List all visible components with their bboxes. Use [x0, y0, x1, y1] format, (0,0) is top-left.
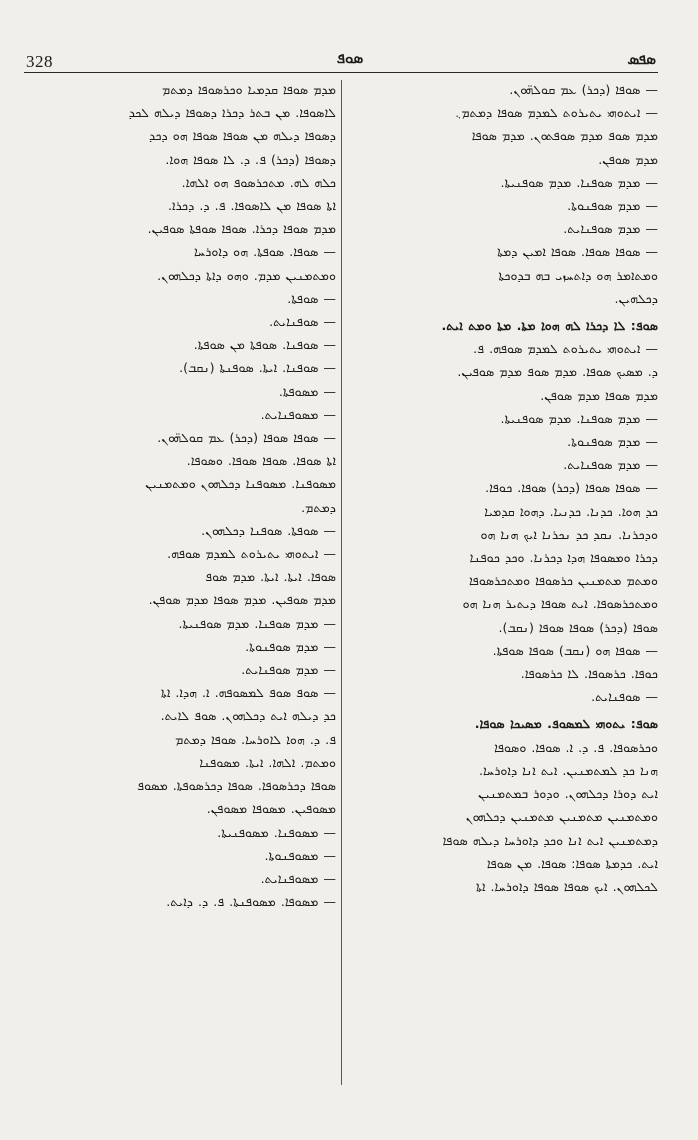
- entry-text-line: — ܡܕܡ ܣܘܦܢܐ. ܡܕܡ ܣܘܦܢܝܬܐ.: [500, 174, 658, 190]
- entry-text-line: ܡܕܡ ܣܘܦܢ.: [598, 151, 658, 167]
- entry-text-line: ܕܣܘܦܐ (ܕܟܪ) ܦ. ܕ. ܠܐ ܣܘܦܐ ܗܘܐ.: [165, 151, 336, 167]
- entry-text-line: — ܡܣܘܦܬܐ.: [278, 383, 336, 399]
- right-column: [346, 78, 658, 898]
- entry-text-line: — ܡܕܡ ܣܘܦܢܘܬܐ.: [245, 638, 336, 654]
- entry-text-line: — ܣܘܦܢܐܝܬ.: [591, 689, 658, 705]
- entry-text-line: ܟܘܦܐ. ܟܪܣܘܦܐ. ܠܐ ܟܪܣܘܦܐ.: [520, 666, 658, 682]
- running-head-center: ܣܘܦ: [336, 49, 364, 67]
- entry-text-line: ܐܬܐ ܣܘܦܐ. ܣܘܦܐ ܣܘܦܐ. ܘܣܘܦܐ.: [186, 453, 336, 469]
- entry-text-line: ܕܡܬܡ.: [301, 499, 336, 515]
- entry-text-line: ܐܬܐ ܣܘܦܐ ܡܢ ܠܐܣܘܦܐ. ܦ. ܕ. ܕܟܪܐ.: [168, 198, 336, 214]
- column-divider: [341, 80, 342, 1085]
- entry-text-line: — ܣܘܦܬܐ. ܣܘܦܢܐ ܕܟܠܗܘܢ.: [201, 522, 336, 538]
- entry-text-line: ܕܣܘܦܐ ܕܝܠܗ ܡܢ ܣܘܦܐ ܣܘܦܐ ܗܘ ܕܟܕ: [148, 128, 336, 144]
- entry-text-line: — ܣܘܦܐ (ܕܟܪ) ܥܡ ܩܘܠܗ̈ܘܢ.: [509, 82, 658, 97]
- entry-text-line: ܘܕܟܪܢܐ. ܢܩܕ ܟܕ ܢܟܪܢܐ ܐܝܟ ܗܢܐ ܗܘ: [480, 526, 658, 542]
- entry-text-line: ܘܡܬܟܪܣܘܦܐ. ܐܝܬ ܣܘܦܐ ܕܝܬܝܪ ܗܢܐ ܗܘ: [462, 596, 658, 612]
- entry-text-line: ܦ. ܕ. ܗܘܐ ܠܐܘܪܚܐ. ܣܘܦܐ ܕܡܬܡ: [175, 731, 336, 747]
- entry-text-line: — ܣܘܦܐ ܣܘܦܐ (ܕܟܪ) ܥܡ ܩܘܠܗ̈ܘܢ.: [157, 430, 336, 446]
- entry-text-line: — ܡܕܡ ܣܘܦܢܐ. ܡܕܡ ܣܘܦܢܝܬܐ.: [500, 410, 658, 426]
- entry-text-line: ܟܕ ܗܘܐ. ܟܕܢܐ. ܟܕܢܝܐ. ܕܗܘܐ ܩܕܡܝܐ: [484, 503, 658, 519]
- entry-text-line: — ܣܘܦܐ ܗܘ (ܢܩܒ) ܣܘܦܐ ܣܘܦܬܐ.: [492, 642, 658, 658]
- entry-text-line: — ܡܕܡ ܣܘܦܢܐܝܬ.: [563, 457, 658, 473]
- entry-text-line: ܠܟܠܗܘܢ. ܐܝܟ ܣܘܦܐ ܣܘܦܐ ܕܐܘܪܚܐ. ܐܬܐ: [475, 878, 658, 894]
- entry-text-line: ܣܘܦܐ (ܕܟܪ) ܣܘܦܐ ܣܘܦܐ (ܢܩܒ).: [498, 619, 658, 635]
- left-column: [24, 78, 336, 913]
- entry-text-line: ܟܠܗ ܠܗ. ܡܬܟܪܣܘܦ ܗܘ ܐܠܗܐ.: [181, 174, 336, 190]
- entry-text-line: ܣܘܦܐ ܕܟܪܣܘܦܐ. ܣܘܦܐ ܕܟܪܣܘܦܬܐ. ܡܣܘܦ: [137, 778, 336, 794]
- entry-text-line: ܠܐܣܘܦܐ. ܡܢ ܒܬܪ ܕܟܪܐ ܕܣܘܦܐ ܕܝܠܗ ܠܟܕ: [128, 105, 336, 121]
- entry-text-line: ܡܕܡ ܣܘܦܐ ܕܟܪܐ. ܣܘܦܐ ܣܘܦܬܐ ܣܘܦܝܢ.: [147, 221, 336, 237]
- entry-text-line: — ܣܘܦܐ. ܣܘܦܬܐ. ܗܘ ܕܐܘܪܚܐ: [193, 244, 336, 260]
- page-number: 328: [26, 52, 53, 71]
- entry-text-line: ܣܘܦܐ. ܐܝܬܐ. ܐܝܬܐ. ܡܕܡ ܣܘܦ: [205, 569, 336, 585]
- entry-text-line: ܕܡܬܡܢܝܢ ܐܝܬ ܐܢܐ ܘܟܕ ܕܐܘܪܚܐ ܕܝܠܗ ܣܘܦܐ: [442, 832, 658, 848]
- entry-headword-line: ܣܘܦ: ܝܬܘܗܝ ܠܡܣܘܦ. ܡܣܝܟܐ ܣܘܦܐ.: [474, 716, 658, 732]
- entry-text-line: — ܣܘܦܐ ܣܘܦܐ (ܕܟܪ) ܣܘܦܐ. ܟܘܦܐ.: [485, 480, 658, 496]
- entry-text-line: ܐܝܬ ܕܘܪܐ ܕܟܠܗܘܢ. ܘܕܘܪ ܒܡܬܡܢܝܢ: [478, 786, 658, 802]
- entry-text-line: ܡܣܘܦܢܐ. ܡܣܘܦܢܐ ܕܟܠܗܘܢ ܘܡܬܡܢܝܢ: [145, 476, 336, 492]
- entry-text-line: ܡܣܘܦܝܢ. ܡܣܘܦܐ ܡܣܘܦܢ.: [206, 801, 336, 817]
- entry-text-line: — ܡܕܡ ܣܘܦܢܐ. ܡܕܡ ܣܘܦܢܝܬܐ.: [178, 615, 336, 631]
- entry-text-line: — ܡܕܡ ܣܘܦܢܐܝܬ.: [563, 221, 658, 237]
- entry-text-line: — ܣܘܦܬܐ.: [287, 290, 336, 306]
- entry-text-line: ܘܡܬܡ ܡܬܡܢܝܢ ܟܪܣܘܦܐ ܘܡܬܟܪܣܘܦܐ: [468, 573, 658, 589]
- entry-headword-line: ܣܘܦ: ܠܐ ܕܟܪܐ ܠܗ ܗܘܐ ܡܬܐ. ܡܬܐ ܘܡܬ ܐܝܬ.: [441, 318, 658, 334]
- entry-text-line: ܐܝܬ. ܟܕܡܬܐ ܣܘܦܐ: ܣܘܦܐ. ܡܢ ܣܘܦܐ: [486, 855, 658, 871]
- entry-text-line: ܡܕܡ ܣܘܦ ܡܕܡ ܣܘܦܬܘܢ. ܡܕܡ ܣܘܦܐ: [471, 128, 658, 144]
- entry-text-line: — ܣܘܦܢܐ. ܣܘܦܬܐ ܡܢ ܣܘܦܬܐ.: [193, 337, 336, 353]
- entry-text-line: — ܣܘܦܐ ܣܘܦܐ. ܣܘܦܐ ܐܡܝܢ ܕܡܬܐ: [497, 244, 658, 260]
- entry-text-line: ܘܡܬܐܡܪ ܗܘ ܕܐܬܚܙܝ ܒܗ ܒܕܘܟܬܐ: [498, 267, 658, 283]
- entry-text-line: — ܣܘܦ ܣܘܦ ܠܡܣܘܦܗ. ܐ. ܗܕܐ. ܐܬܐ: [160, 685, 336, 701]
- header-rule: [24, 72, 658, 73]
- entry-text-line: ܡܕܡ ܣܘܦܐ ܡܕܡ ܣܘܦܢ.: [540, 387, 658, 403]
- entry-text-line: ܗܢܐ ܟܕ ܠܡܬܡܢܝܢ. ܐܝܬ ܐܢܐ ܕܐܘܪܚܐ.: [479, 762, 658, 778]
- entry-text-line: ܕ. ܡܣܝܟ ܣܘܦܐ. ܡܕܡ ܣܘܦ ܡܕܡ ܣܘܦܝܢ.: [457, 364, 658, 380]
- entry-text-line: ܘܡܬܡܢܝܢ ܡܕܡ. ܘܗܘ ܕܐܬܐ ܕܟܠܗܘܢ.: [157, 267, 336, 283]
- entry-text-line: — ܐܝܬܘܗܝ ܝܬܝܪܘܬ ܠܡܕܡ ܣܘܦܗ.: [167, 546, 336, 562]
- entry-text-line: — ܡܕܡ ܣܘܦܢܘܬܐ.: [567, 198, 658, 214]
- entry-text-line: ܕܟܪܐ ܘܡܣܘܦܐ ܗܕܐ ܕܟܪܢܐ. ܘܟܕ ܟܘܦܢܐ: [469, 550, 658, 566]
- entry-text-line: — ܐܝܬܘܗܝ ܝܬܝܪܘܬ ܠܡܕܡ ܣܘܦܐ ܕܡܬܡ܆: [455, 105, 658, 121]
- entry-text-line: — ܡܣܘܦܢܘܬܐ.: [264, 847, 336, 863]
- entry-text-line: — ܡܣܘܦܢܐܝܬ.: [260, 406, 336, 422]
- entry-text-line: ܘܟܪܣܘܦܐ. ܦ. ܕ. ܐ. ܣܘܦܐ. ܘܣܘܦܐ: [494, 739, 658, 755]
- entry-text-line: — ܡܣܘܦܢܐ. ܡܣܘܦܢܝܬܐ.: [217, 824, 336, 840]
- entry-text-line: — ܡܕܡ ܣܘܦܢܐܝܬ.: [241, 662, 336, 678]
- entry-text-line: — ܣܘܦܢܐܝܬ.: [269, 314, 336, 330]
- entry-text-line: ܕܟܠܗܝܢ.: [614, 290, 658, 306]
- entry-text-line: ܟܕ ܕܝܠܗ ܐܝܬ ܕܟܠܗܘܢ. ܣܘܦ ܠܐܝܬ.: [160, 708, 336, 724]
- entry-text-line: — ܡܣܘܦܐ. ܡܣܘܦܢܬܐ. ܦ. ܕ. ܕܐܝܬ.: [166, 894, 336, 910]
- running-head-right: ܣܦܣ: [627, 50, 656, 68]
- entry-text-line: — ܐܝܬܘܗܝ ܝܬܝܪܘܬ ܠܡܕܡ ܣܘܦܗ. ܦ.: [473, 341, 658, 357]
- entry-text-line: ܘܡܬܡܢܝܢ ܡܬܡܢܝܢ ܡܬܡܢܝܢ ܕܟܠܗܘܢ: [465, 809, 658, 825]
- entry-text-line: ܡܕܡ ܣܘܦܐ ܩܕܡܝܐ ܘܟܪܣܘܦܐ ܕܡܬܡ: [162, 82, 336, 97]
- entry-text-line: — ܡܣܘܦܢܐܝܬ.: [260, 870, 336, 886]
- entry-text-line: ܡܕܡ ܣܘܦܝܢ. ܡܕܡ ܣܘܦܐ ܡܕܡ ܣܘܦܢ.: [148, 592, 336, 608]
- entry-text-line: — ܡܕܡ ܣܘܦܢܘܬܐ.: [567, 434, 658, 450]
- entry-text-line: — ܣܘܦܢܐ. ܐܝܬܐ. ܣܘܦܢܬܐ (ܢܩܒ).: [179, 360, 336, 376]
- entry-text-line: ܘܡܬܡ. ܐܠܗܐ. ܐܝܬܐ. ܡܣܘܦܢܐ: [199, 754, 336, 770]
